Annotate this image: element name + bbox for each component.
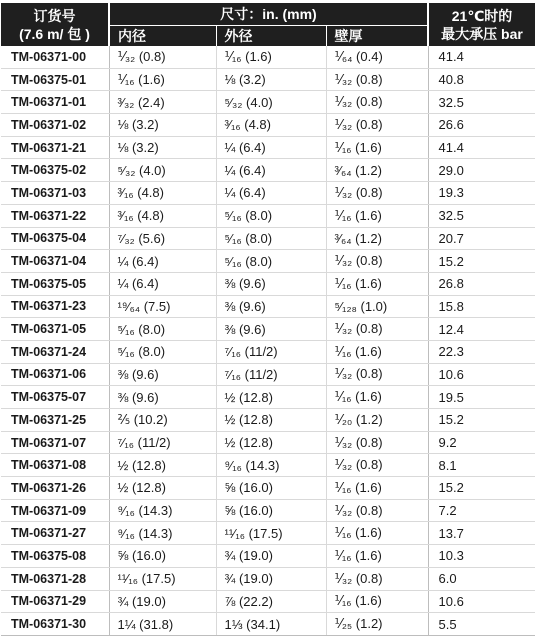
- inner-diameter-cell: ³⁄₁₆ (4.8): [109, 182, 216, 205]
- part-number-cell: TM-06375-08: [1, 545, 109, 568]
- inner-diameter-header: 内径: [109, 26, 216, 47]
- outer-diameter-cell: ⁷⁄₁₆ (11/2): [216, 363, 326, 386]
- wall-thickness-cell: ⅟₁₆ (1.6): [326, 386, 428, 409]
- max-pressure-cell: 8.1: [428, 454, 535, 477]
- max-pressure-cell: 10.6: [428, 590, 535, 613]
- wall-thickness-cell: ⅟₃₂ (0.8): [326, 91, 428, 114]
- part-number-cell: TM-06371-23: [1, 295, 109, 318]
- table-row: [1, 227, 535, 250]
- inner-diameter-cell: ⅟₁₆ (1.6): [109, 68, 216, 91]
- inner-diameter-cell: ½ (12.8): [109, 454, 216, 477]
- part-number-cell: TM-06375-07: [1, 386, 109, 409]
- outer-diameter-cell: ½ (12.8): [216, 386, 326, 409]
- outer-diameter-cell: ¾ (19.0): [216, 545, 326, 568]
- part-number-cell: TM-06371-02: [1, 114, 109, 137]
- size-header: 尺寸：in. (mm): [109, 3, 428, 26]
- outer-diameter-cell: ⁵⁄₁₆ (8.0): [216, 227, 326, 250]
- table-row: [1, 431, 535, 454]
- part-number-cell: TM-06371-07: [1, 431, 109, 454]
- wall-thickness-cell: ⅟₁₆ (1.6): [326, 522, 428, 545]
- wall-thickness-cell: ⅟₁₆ (1.6): [326, 136, 428, 159]
- part-number-cell: TM-06371-01: [1, 91, 109, 114]
- part-number-cell: TM-06375-05: [1, 272, 109, 295]
- max-pressure-header-line2: 最大承压 bar: [441, 25, 523, 42]
- max-pressure-cell: 6.0: [428, 567, 535, 590]
- wall-thickness-cell: ⅟₃₂ (0.8): [326, 431, 428, 454]
- table-row: [1, 477, 535, 500]
- max-pressure-cell: 41.4: [428, 46, 535, 68]
- max-pressure-cell: 10.6: [428, 363, 535, 386]
- outer-diameter-cell: ⅟₁₆ (1.6): [216, 46, 326, 68]
- inner-diameter-cell: ⅜ (9.6): [109, 363, 216, 386]
- outer-diameter-cell: ⅜ (9.6): [216, 295, 326, 318]
- max-pressure-cell: 41.4: [428, 136, 535, 159]
- outer-diameter-cell: ⁵⁄₁₆ (8.0): [216, 204, 326, 227]
- inner-diameter-cell: ⁵⁄₁₆ (8.0): [109, 340, 216, 363]
- outer-diameter-cell: ⁹⁄₁₆ (14.3): [216, 454, 326, 477]
- part-number-cell: TM-06371-09: [1, 499, 109, 522]
- inner-diameter-cell: ¹⁹⁄₆₄ (7.5): [109, 295, 216, 318]
- max-pressure-cell: 32.5: [428, 91, 535, 114]
- table-row: [1, 499, 535, 522]
- part-number-cell: TM-06371-29: [1, 590, 109, 613]
- table-row: [1, 454, 535, 477]
- max-pressure-cell: 7.2: [428, 499, 535, 522]
- table-body: [1, 46, 535, 635]
- part-number-cell: TM-06371-24: [1, 340, 109, 363]
- table-row: [1, 567, 535, 590]
- max-pressure-cell: 15.8: [428, 295, 535, 318]
- outer-diameter-cell: ⁵⁄₃₂ (4.0): [216, 91, 326, 114]
- order-number-header: [1, 3, 109, 46]
- inner-diameter-cell: ¹¹⁄₁₆ (17.5): [109, 567, 216, 590]
- inner-diameter-cell: ³⁄₁₆ (4.8): [109, 204, 216, 227]
- max-pressure-cell: 10.3: [428, 545, 535, 568]
- wall-thickness-cell: ⅟₃₂ (0.8): [326, 68, 428, 91]
- wall-thickness-cell: ⅟₁₆ (1.6): [326, 590, 428, 613]
- outer-diameter-cell: ¼ (6.4): [216, 136, 326, 159]
- table-row: [1, 409, 535, 432]
- wall-thickness-cell: ⅟₃₂ (0.8): [326, 182, 428, 205]
- inner-diameter-cell: ⁷⁄₃₂ (5.6): [109, 227, 216, 250]
- table-row: [1, 522, 535, 545]
- wall-thickness-cell: ⅟₆₄ (0.4): [326, 46, 428, 68]
- wall-thickness-cell: ⅟₁₆ (1.6): [326, 340, 428, 363]
- part-number-cell: TM-06371-25: [1, 409, 109, 432]
- table-row: [1, 386, 535, 409]
- max-pressure-cell: 9.2: [428, 431, 535, 454]
- table-row: [1, 46, 535, 68]
- outer-diameter-cell: ⅛ (3.2): [216, 68, 326, 91]
- table-row: [1, 613, 535, 636]
- table-row: [1, 159, 535, 182]
- table-row: [1, 91, 535, 114]
- table-row: [1, 545, 535, 568]
- max-pressure-header-line1: 21℃时的: [451, 7, 513, 24]
- outer-diameter-cell: ⁵⁄₁₆ (8.0): [216, 250, 326, 273]
- max-pressure-cell: 20.7: [428, 227, 535, 250]
- max-pressure-cell: 22.3: [428, 340, 535, 363]
- tubing-spec-table-container: [1, 3, 535, 636]
- table-row: [1, 114, 535, 137]
- table-row: [1, 590, 535, 613]
- wall-thickness-cell: ³⁄₆₄ (1.2): [326, 227, 428, 250]
- wall-thickness-cell: ⅟₁₆ (1.6): [326, 545, 428, 568]
- part-number-cell: TM-06371-04: [1, 250, 109, 273]
- max-pressure-header: [428, 3, 535, 46]
- part-number-cell: TM-06371-06: [1, 363, 109, 386]
- max-pressure-cell: 12.4: [428, 318, 535, 341]
- inner-diameter-cell: ¾ (19.0): [109, 590, 216, 613]
- inner-diameter-cell: ⅟₃₂ (0.8): [109, 46, 216, 68]
- wall-thickness-cell: ⅟₁₆ (1.6): [326, 272, 428, 295]
- max-pressure-cell: 15.2: [428, 250, 535, 273]
- max-pressure-cell: 40.8: [428, 68, 535, 91]
- wall-thickness-cell: ⅟₂₀ (1.2): [326, 409, 428, 432]
- part-number-cell: TM-06371-30: [1, 613, 109, 636]
- part-number-cell: TM-06371-28: [1, 567, 109, 590]
- inner-diameter-cell: ¼ (6.4): [109, 250, 216, 273]
- max-pressure-cell: 26.6: [428, 114, 535, 137]
- max-pressure-cell: 15.2: [428, 409, 535, 432]
- table-row: [1, 68, 535, 91]
- part-number-cell: TM-06375-01: [1, 68, 109, 91]
- inner-diameter-cell: ⁵⁄₁₆ (8.0): [109, 318, 216, 341]
- max-pressure-cell: 26.8: [428, 272, 535, 295]
- inner-diameter-cell: ⅛ (3.2): [109, 136, 216, 159]
- outer-diameter-cell: ⅜ (9.6): [216, 272, 326, 295]
- wall-thickness-header: 壁厚: [326, 26, 428, 47]
- table-row: [1, 204, 535, 227]
- wall-thickness-cell: ⅟₃₂ (0.8): [326, 499, 428, 522]
- table-row: [1, 363, 535, 386]
- outer-diameter-cell: ¼ (6.4): [216, 159, 326, 182]
- order-number-header-line1: 订货号: [33, 7, 76, 24]
- table-row: [1, 340, 535, 363]
- inner-diameter-cell: ⅖ (10.2): [109, 409, 216, 432]
- outer-diameter-cell: ¹¹⁄₁₆ (17.5): [216, 522, 326, 545]
- part-number-cell: TM-06371-03: [1, 182, 109, 205]
- wall-thickness-cell: ⅟₃₂ (0.8): [326, 318, 428, 341]
- wall-thickness-cell: ⅟₃₂ (0.8): [326, 114, 428, 137]
- wall-thickness-cell: ⅟₁₆ (1.6): [326, 204, 428, 227]
- wall-thickness-cell: ⅟₂₅ (1.2): [326, 613, 428, 636]
- table-row: [1, 136, 535, 159]
- inner-diameter-cell: ⁷⁄₁₆ (11/2): [109, 431, 216, 454]
- part-number-cell: TM-06371-05: [1, 318, 109, 341]
- part-number-cell: TM-06371-21: [1, 136, 109, 159]
- inner-diameter-cell: ⅝ (16.0): [109, 545, 216, 568]
- max-pressure-cell: 29.0: [428, 159, 535, 182]
- outer-diameter-cell: 1⅓ (34.1): [216, 613, 326, 636]
- header-row-1: [1, 3, 535, 26]
- wall-thickness-cell: ⅟₃₂ (0.8): [326, 454, 428, 477]
- max-pressure-cell: 13.7: [428, 522, 535, 545]
- inner-diameter-cell: ⅜ (9.6): [109, 386, 216, 409]
- part-number-cell: TM-06371-27: [1, 522, 109, 545]
- inner-diameter-cell: ⁹⁄₁₆ (14.3): [109, 499, 216, 522]
- outer-diameter-cell: ⅜ (9.6): [216, 318, 326, 341]
- max-pressure-cell: 5.5: [428, 613, 535, 636]
- inner-diameter-cell: ³⁄₃₂ (2.4): [109, 91, 216, 114]
- part-number-cell: TM-06375-04: [1, 227, 109, 250]
- outer-diameter-cell: ⁷⁄₁₆ (11/2): [216, 340, 326, 363]
- max-pressure-cell: 19.5: [428, 386, 535, 409]
- wall-thickness-cell: ³⁄₆₄ (1.2): [326, 159, 428, 182]
- wall-thickness-cell: ⅟₃₂ (0.8): [326, 567, 428, 590]
- outer-diameter-cell: ½ (12.8): [216, 409, 326, 432]
- max-pressure-cell: 32.5: [428, 204, 535, 227]
- outer-diameter-cell: ¾ (19.0): [216, 567, 326, 590]
- outer-diameter-cell: ³⁄₁₆ (4.8): [216, 114, 326, 137]
- outer-diameter-cell: ½ (12.8): [216, 431, 326, 454]
- table-row: [1, 295, 535, 318]
- order-number-header-line2: (7.6 m/ 包 ): [19, 25, 90, 42]
- inner-diameter-cell: ⁵⁄₃₂ (4.0): [109, 159, 216, 182]
- tubing-spec-table: [1, 3, 535, 636]
- part-number-cell: TM-06375-02: [1, 159, 109, 182]
- part-number-cell: TM-06371-00: [1, 46, 109, 68]
- table-row: [1, 318, 535, 341]
- inner-diameter-cell: ⁹⁄₁₆ (14.3): [109, 522, 216, 545]
- max-pressure-cell: 19.3: [428, 182, 535, 205]
- inner-diameter-cell: ⅛ (3.2): [109, 114, 216, 137]
- wall-thickness-cell: ⁵⁄₁₂₈ (1.0): [326, 295, 428, 318]
- outer-diameter-cell: ⅝ (16.0): [216, 477, 326, 500]
- outer-diameter-cell: ¼ (6.4): [216, 182, 326, 205]
- outer-diameter-cell: ⅝ (16.0): [216, 499, 326, 522]
- part-number-cell: TM-06371-08: [1, 454, 109, 477]
- inner-diameter-cell: ¼ (6.4): [109, 272, 216, 295]
- wall-thickness-cell: ⅟₁₆ (1.6): [326, 477, 428, 500]
- part-number-cell: TM-06371-26: [1, 477, 109, 500]
- outer-diameter-cell: ⅞ (22.2): [216, 590, 326, 613]
- table-row: [1, 250, 535, 273]
- inner-diameter-cell: 1¼ (31.8): [109, 613, 216, 636]
- wall-thickness-cell: ⅟₃₂ (0.8): [326, 363, 428, 386]
- table-row: [1, 272, 535, 295]
- inner-diameter-cell: ½ (12.8): [109, 477, 216, 500]
- part-number-cell: TM-06371-22: [1, 204, 109, 227]
- wall-thickness-cell: ⅟₃₂ (0.8): [326, 250, 428, 273]
- outer-diameter-header: 外径: [216, 26, 326, 47]
- max-pressure-cell: 15.2: [428, 477, 535, 500]
- table-row: [1, 182, 535, 205]
